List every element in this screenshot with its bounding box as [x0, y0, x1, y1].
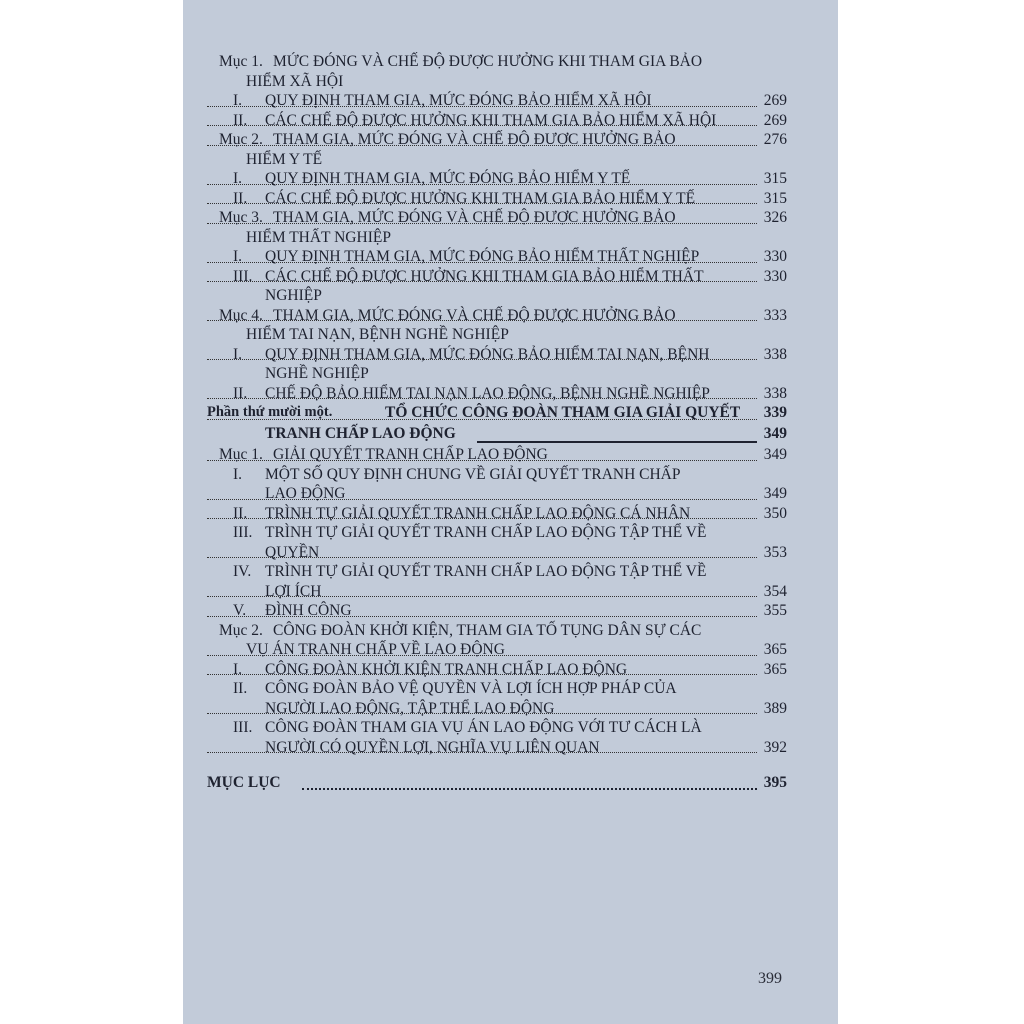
toc-page-number: 315 [763, 189, 787, 207]
toc-entry-number: I. [233, 660, 243, 678]
toc-entry-number: Mục 4. [219, 306, 263, 324]
toc-row [207, 601, 787, 621]
toc-entry-title: NGHỀ NGHIỆP [265, 365, 369, 382]
toc-entry-title: CÁC CHẾ ĐỘ ĐƯỢC HƯỞNG KHI THAM GIA BẢO HIỂM Y TẾ [265, 189, 696, 207]
toc-entry-title: CHẾ ĐỘ BẢO HIỂM TAI NẠN LAO ĐỘNG, BỆNH NGHỀ NGHIỆP [265, 384, 710, 402]
toc-entry-title: LAO ĐỘNG [265, 485, 346, 502]
toc-entry-title: HIỂM XÃ HỘI [246, 72, 344, 90]
toc-row [207, 247, 787, 267]
toc-row [207, 72, 787, 92]
toc-page-number: 392 [763, 738, 787, 756]
toc-entry-title: CÔNG ĐOÀN KHỞI KIỆN TRANH CHẤP LAO ĐỘNG [265, 660, 628, 678]
toc-row [207, 543, 787, 563]
toc-entry-title: GIẢI QUYẾT TRANH CHẤP LAO ĐỘNG [273, 446, 548, 463]
toc-row [207, 504, 787, 524]
toc-page-number: 354 [763, 582, 787, 600]
toc-entry-number: Mục 1. [219, 446, 263, 463]
toc-page-number: 330 [763, 248, 787, 265]
page-number: 399 [758, 970, 782, 987]
toc-entry-title: VỤ ÁN TRANH CHẤP VỀ LAO ĐỘNG [246, 641, 505, 658]
toc-page-number: 350 [763, 504, 787, 522]
book-page [183, 0, 838, 1024]
toc-entry-number: I. [233, 170, 243, 187]
toc-entry-number: III. [233, 524, 253, 541]
toc-page-number: 338 [763, 384, 787, 402]
toc-page-number: 349 [763, 485, 787, 502]
toc-page-number: 269 [763, 92, 787, 109]
toc-entry-title: LỢI ÍCH [265, 582, 322, 600]
toc-page-number: 338 [763, 345, 787, 363]
toc-entry-number: I. [233, 345, 243, 363]
toc-page-number: 339 [763, 404, 787, 421]
toc-entry-title: ĐÌNH CÔNG [265, 602, 352, 619]
toc-row [207, 699, 787, 719]
toc-page-number: 333 [763, 306, 787, 324]
toc-row [207, 465, 787, 485]
toc-page-number: 349 [763, 446, 787, 463]
toc-page-number: 395 [763, 774, 787, 791]
toc-entry-number: Mục 2. [219, 621, 263, 639]
toc-entry-number: Phần thứ mười một. [207, 404, 333, 420]
toc-entry-number: IV. [233, 563, 252, 580]
toc-entry-title: HIỂM THẤT NGHIỆP [246, 228, 391, 246]
toc-entry-number: III. [233, 719, 253, 736]
toc-entry-title: QUYỀN [265, 543, 320, 561]
toc-page-number: 330 [763, 267, 787, 285]
toc-page-number: 315 [763, 170, 787, 187]
toc-page-number: 276 [763, 131, 787, 148]
toc-entry-title: TRÌNH TỰ GIẢI QUYẾT TRANH CHẤP LAO ĐỘNG CÁ NHÂN [265, 504, 691, 522]
toc-entry-number: I. [233, 248, 243, 265]
toc-row [207, 189, 787, 209]
toc-entry-title: NGƯỜI LAO ĐỘNG, TẬP THỂ LAO ĐỘNG [265, 699, 555, 717]
toc-entry-number: Mục 3. [219, 209, 263, 226]
toc-entry-title: NGƯỜI CÓ QUYỀN LỢI, NGHĨA VỤ LIÊN QUAN [265, 738, 600, 756]
toc-entry-title: NGHIỆP [265, 287, 322, 304]
toc-entry-title: TRÌNH TỰ GIẢI QUYẾT TRANH CHẤP LAO ĐỘNG TẬP THỂ VỀ [265, 563, 707, 580]
toc-row [207, 169, 787, 189]
toc-entry-number: Mục 1. [219, 53, 263, 70]
toc-entry-number: Mục 2. [219, 131, 263, 148]
toc-entry-title: THAM GIA, MỨC ĐÓNG VÀ CHẾ ĐỘ ĐƯỢC HƯỞNG BẢO [273, 209, 676, 226]
toc-row [207, 757, 787, 773]
toc-entry-title: TỔ CHỨC CÔNG ĐOÀN THAM GIA GIẢI QUYẾT [385, 404, 741, 421]
toc-entry-title: TRÌNH TỰ GIẢI QUYẾT TRANH CHẤP LAO ĐỘNG TẬP THỂ VỀ [265, 524, 707, 541]
toc-page-number: 355 [763, 602, 787, 619]
toc-entry-title: CÔNG ĐOÀN KHỞI KIỆN, THAM GIA TỐ TỤNG DÂN SỰ CÁC [273, 621, 702, 639]
toc-row [207, 660, 787, 680]
toc-row [207, 523, 787, 543]
toc-entry-number: V. [233, 602, 247, 619]
toc-row [207, 384, 787, 404]
toc-row [207, 562, 787, 582]
toc-row [207, 718, 787, 738]
toc-row [207, 403, 787, 424]
toc-entry-title: CÁC CHẾ ĐỘ ĐƯỢC HƯỞNG KHI THAM GIA BẢO HIỂM XÃ HỘI [265, 111, 717, 129]
toc-row [207, 445, 787, 465]
toc-entry-title: CÔNG ĐOÀN BẢO VỆ QUYỀN VÀ LỢI ÍCH HỢP PHÁP CỦA [265, 680, 677, 697]
toc-entry-title: CÁC CHẾ ĐỘ ĐƯỢC HƯỞNG KHI THAM GIA BẢO HIỂM THẤT [265, 267, 704, 285]
toc-entry-title: QUY ĐỊNH THAM GIA, MỨC ĐÓNG BẢO HIỂM TAI NẠN, BỆNH [265, 345, 710, 363]
toc-row [207, 582, 787, 602]
toc-row [207, 773, 787, 794]
toc-page-number: 349 [763, 425, 787, 442]
toc-row [207, 640, 787, 660]
toc-row [207, 228, 787, 248]
toc-page-number: 389 [763, 699, 787, 717]
toc-dot-leader [302, 788, 757, 790]
toc-row [207, 621, 787, 641]
toc-entry-title: MỘT SỐ QUY ĐỊNH CHUNG VỀ GIẢI QUYẾT TRANH CHẤP [265, 465, 681, 483]
toc-entry-number: I. [233, 465, 243, 483]
toc-row [207, 679, 787, 699]
toc-row [207, 208, 787, 228]
toc-row [207, 91, 787, 111]
toc-entry-number: II. [233, 504, 248, 522]
toc-entry-number: III. [233, 267, 253, 285]
toc-entry-title: TRANH CHẤP LAO ĐỘNG [265, 425, 456, 442]
toc-entry-number: II. [233, 680, 248, 697]
toc-row [207, 484, 787, 504]
toc-row [207, 364, 787, 384]
toc-entry-number: II. [233, 384, 248, 402]
toc-entry-title: MỨC ĐÓNG VÀ CHẾ ĐỘ ĐƯỢC HƯỞNG KHI THAM GIA BẢO [273, 53, 703, 70]
toc-entry-title: HIỂM TAI NẠN, BỆNH NGHỀ NGHIỆP [246, 326, 509, 343]
toc-row [207, 286, 787, 306]
toc-row [207, 325, 787, 345]
toc-page-number: 326 [763, 209, 787, 226]
toc-entry-title: QUY ĐỊNH THAM GIA, MỨC ĐÓNG BẢO HIỂM XÃ HỘI [265, 92, 652, 109]
toc-entry-title: THAM GIA, MỨC ĐÓNG VÀ CHẾ ĐỘ ĐƯỢC HƯỞNG BẢO [273, 131, 676, 148]
toc-entry-title: THAM GIA, MỨC ĐÓNG VÀ CHẾ ĐỘ ĐƯỢC HƯỞNG BẢO [273, 306, 676, 324]
toc-row [207, 306, 787, 326]
toc-row [207, 738, 787, 758]
toc-entry-number: I. [233, 92, 243, 109]
toc-page-number: 365 [763, 641, 787, 658]
toc-entry-number: II. [233, 111, 248, 129]
toc-entry-title: HIỂM Y TẾ [246, 150, 323, 168]
toc-entry-title: QUY ĐỊNH THAM GIA, MỨC ĐÓNG BẢO HIỂM Y TẾ [265, 170, 631, 187]
toc-entry-number: II. [233, 189, 248, 207]
toc-row [207, 130, 787, 150]
toc-row [207, 150, 787, 170]
toc-entry-title: MỤC LỤC [207, 774, 281, 791]
toc-row [207, 424, 787, 445]
toc-page-number: 365 [763, 660, 787, 678]
toc-page-number: 353 [763, 543, 787, 561]
toc-entry-title: CÔNG ĐOÀN THAM GIA VỤ ÁN LAO ĐỘNG VỚI TƯ CÁCH LÀ [265, 719, 702, 736]
table-of-contents [207, 52, 787, 794]
toc-row [207, 111, 787, 131]
toc-entry-title: QUY ĐỊNH THAM GIA, MỨC ĐÓNG BẢO HIỂM THẤT NGHIỆP [265, 248, 700, 265]
toc-row [207, 345, 787, 365]
toc-row [207, 52, 787, 72]
toc-page-number: 269 [763, 111, 787, 129]
toc-row [207, 267, 787, 287]
